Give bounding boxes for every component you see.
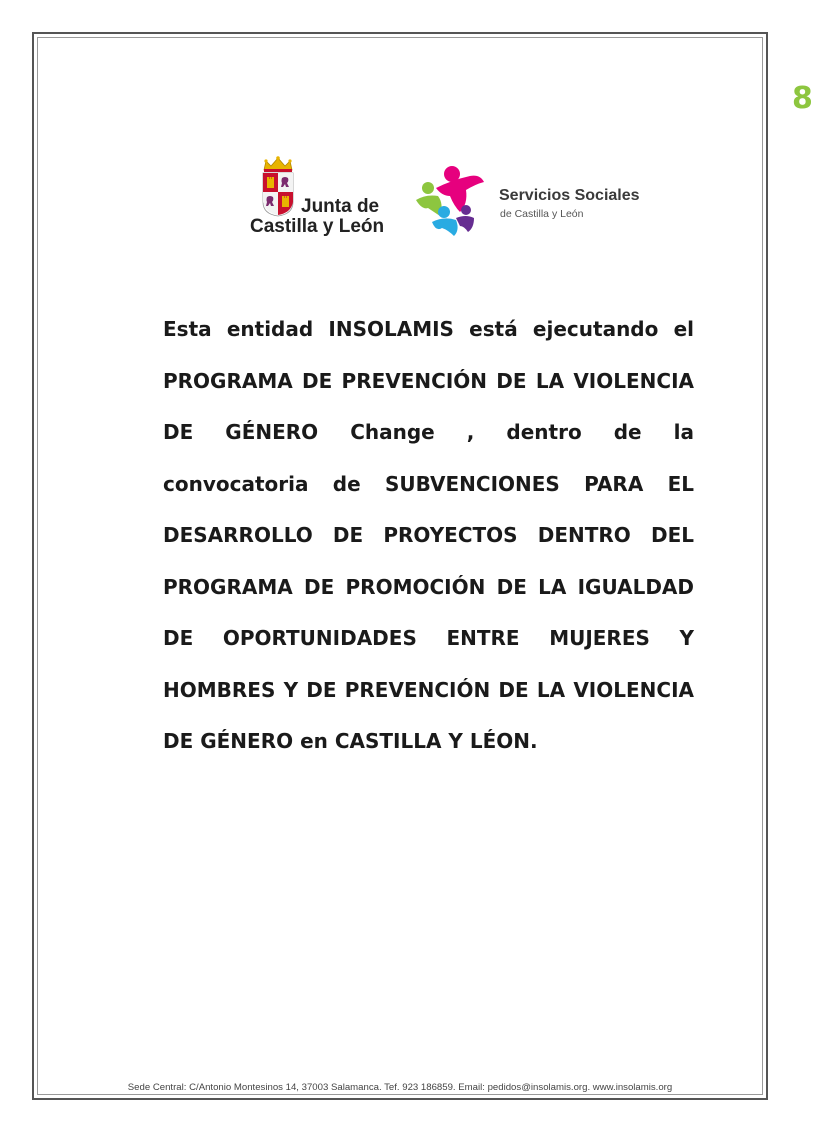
main-announcement (163, 304, 694, 768)
people-figures-icon (414, 160, 494, 238)
servicios-sociales-logo (414, 160, 644, 238)
announcement-paragraph: Esta entidad INSOLAMIS está ejecutando el PROGRAMA DE PREVENCIÓN DE LA VIOLENCIA DE GÉNERO Change , dentro de la convocatoria de SUBVENCIONES PARA EL DESARROLLO DE PROYECTOS DENTRO DEL PROGRAMA DE PROMOCIÓN DE LA IGUALDAD DE OPORTUNIDADES ENTRE MUJERES Y HOMBRES Y DE PREVENCIÓN DE LA VIOLENCIA DE GÉNERO en CASTILLA Y LÉON. (163, 317, 694, 753)
servicios-sociales-title: Servicios Sociales (499, 187, 640, 204)
junta-logo-line1: Junta de (301, 196, 380, 217)
junta-castilla-leon-logo (248, 156, 388, 238)
junta-logo-line2: Castilla y León (250, 216, 385, 237)
servicios-sociales-subtitle: de Castilla y León (500, 208, 584, 220)
castilla-leon-coat-of-arms-icon (258, 156, 298, 218)
edge-logo-fragment: 8 (792, 81, 813, 116)
footer-contact: Sede Central: C/Antonio Montesinos 14, 37003 Salamanca. Tef. 923 186859. Email: pedidos@insolamis.org. www.insolamis.org (127, 1082, 673, 1093)
